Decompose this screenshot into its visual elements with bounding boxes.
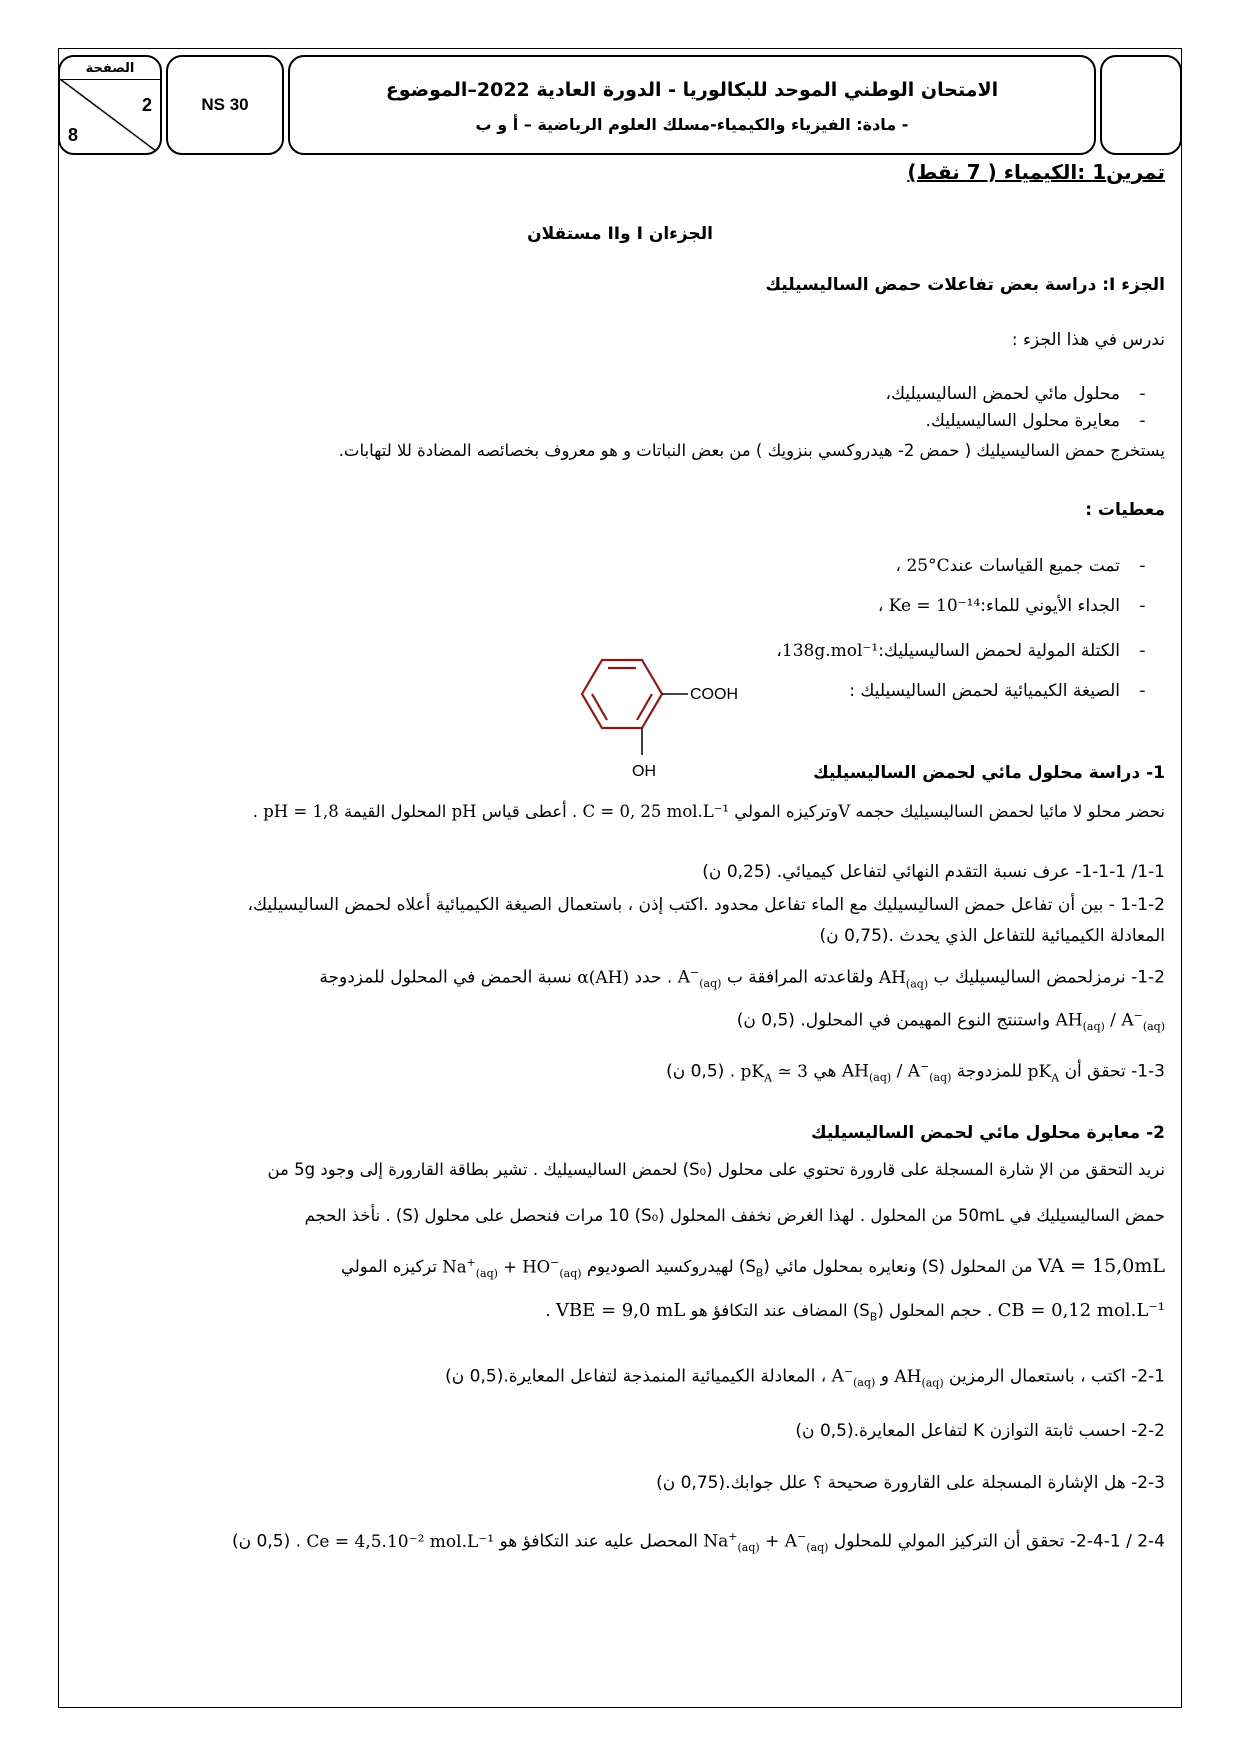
bullet-item: -معايرة محلول الساليسيليك.	[925, 411, 1146, 431]
benzene-ring	[582, 660, 662, 728]
question-1-1-2-cont: المعادلة الكيميائية للتفاعل الذي يحدث .(0,75 ن)	[819, 926, 1165, 946]
exam-subject: - مادة: الفيزياء والكيمياء-مسلك العلوم الرياضية – أ و ب	[475, 115, 909, 134]
page-number-box	[58, 55, 162, 155]
section2-title: 2- معايرة محلول مائي لحمض الساليسيليك	[811, 1123, 1165, 1143]
parts-note: الجزءان I وII مستقلان	[527, 224, 713, 244]
data-item: -تمت جميع القياسات عند25°C ،	[895, 556, 1146, 576]
part1-title: الجزء I: دراسة بعض تفاعلات حمض الساليسيليك	[765, 275, 1165, 295]
cooh-label: COOH	[690, 686, 738, 703]
question-1-3: 1-3- تحقق أن $pK_A$ للمزدوجة $AH_{(aq)} / A^-_{(aq)}$ هي $pK_A$ ≃ 3 . (0,5 ن)	[666, 1060, 1165, 1085]
question-1-2: 1-2- نرمزلحمض الساليسيليك ب $AH_{(aq)}$ ولقاعدته المرافقة ب $A^-_{(aq)}$ . حدد α(AH) نسبة الحمض في المحلول للمزدوجة	[319, 966, 1165, 991]
extraction-text: يستخرج حمض الساليسيليك ( حمض 2- هيدروكسي بنزويك ) من بعض النباتات و هو معروف بخصائصه المضادة للا لتهابات.	[338, 441, 1165, 460]
data-item: -الجداء الأيوني للماء:Ke = 10⁻¹⁴ ،	[877, 596, 1146, 616]
data-title: معطيات :	[1085, 500, 1165, 520]
section1-title: 1- دراسة محلول مائي لحمض الساليسيليك	[813, 763, 1165, 783]
section2-line4: CB = 0,12 mol.L⁻¹ . حجم المحلول $(S_B)$ المضاف عند التكافؤ هو VBE = 9,0 mL .	[545, 1300, 1165, 1324]
section1-text: نحضر محلو لا مائيا لحمض الساليسيليك حجمه Vوتركيزه المولي C = 0, 25 mol.L⁻¹ . أعطى قياس pH المحلول القيمة pH = 1,8 .	[252, 802, 1165, 821]
question-2-3: 2-3- هل الإشارة المسجلة على القارورة صحيحة ؟ علل جوابك.(0,75 ن)	[656, 1473, 1165, 1493]
page-total: 8	[68, 125, 79, 145]
question-2-4-1: 2-4 / 2-4-1- تحقق أن التركيز المولي للمحلول $Na^+_{(aq)} + A^-_{(aq)}$ المحصل عليه عند التكافؤ هو Ce = 4,5.10⁻² mol.L⁻¹ . (0,5 ن)	[231, 1530, 1165, 1555]
exercise-title: تمرين1 :الكيمياء ( 7 نقط)	[907, 160, 1165, 184]
section2-line3: VA = 15,0mL من المحلول (S) ونعايره بمحلول مائي $(S_B)$ لهيدروكسيد الصوديوم $Na^+_{(aq)} + HO^-_{(aq)}$ تركيزه المولي	[341, 1255, 1165, 1280]
exam-title-box	[288, 55, 1096, 155]
page-label: الصفحة	[60, 59, 160, 80]
exam-title: الامتحان الوطني الموحد للبكالوريا - الدورة العادية 2022–الموضوع	[385, 79, 999, 101]
question-1-1-2: 1-1-2 - بين أن تفاعل حمض الساليسيليك مع الماء تفاعل محدود .اكتب إذن ، باستعمال الصيغة الكيميائية أعلاه لحمض الساليسيليك،	[247, 895, 1165, 915]
section2-line2: حمض الساليسيليك في 50mL من المحلول . لهذا الغرض نخفف المحلول (S₀) 10 مرات فنحصل على محلول (S) . نأخذ الحجم	[304, 1206, 1165, 1225]
page-current: 2	[141, 95, 152, 115]
question-2-2: 2-2- احسب ثابتة التوازن K لتفاعل المعايرة.(0,5 ن)	[795, 1421, 1165, 1441]
question-1-1-1: 1-1/ 1-1-1- عرف نسبة التقدم النهائي لتفاعل كيميائي. (0,25 ن)	[702, 862, 1165, 882]
bullet-item: -محلول مائي لحمض الساليسيليك،	[885, 384, 1146, 404]
question-2-1: 2-1- اكتب ، باستعمال الرمزين $AH_{(aq)}$ و $A^-_{(aq)}$ ، المعادلة الكيميائية المنمذجة لتفاعل المعايرة.(0,5 ن)	[445, 1365, 1165, 1390]
blank-box	[1100, 55, 1182, 155]
intro-text: ندرس في هذا الجزء :	[1011, 330, 1165, 350]
exam-code: NS 30	[166, 55, 284, 155]
data-item: -الصيغة الكيميائية لحمض الساليسيليك :	[849, 681, 1146, 701]
question-1-2-cont: $AH_{(aq)} / A^-_{(aq)}$ واستنتج النوع المهيمن في المحلول. (0,5 ن)	[736, 1009, 1165, 1034]
section2-line1: نريد التحقق من الإ شارة المسجلة على قارورة تحتوي على محلول (S₀) لحمض الساليسيليك . تشير بطاقة القارورة إلى وجود 5g من	[267, 1160, 1165, 1179]
data-item: -الكتلة المولية لحمض الساليسيليك:138g.mol⁻¹،	[776, 641, 1146, 661]
oh-label: OH	[632, 763, 656, 780]
